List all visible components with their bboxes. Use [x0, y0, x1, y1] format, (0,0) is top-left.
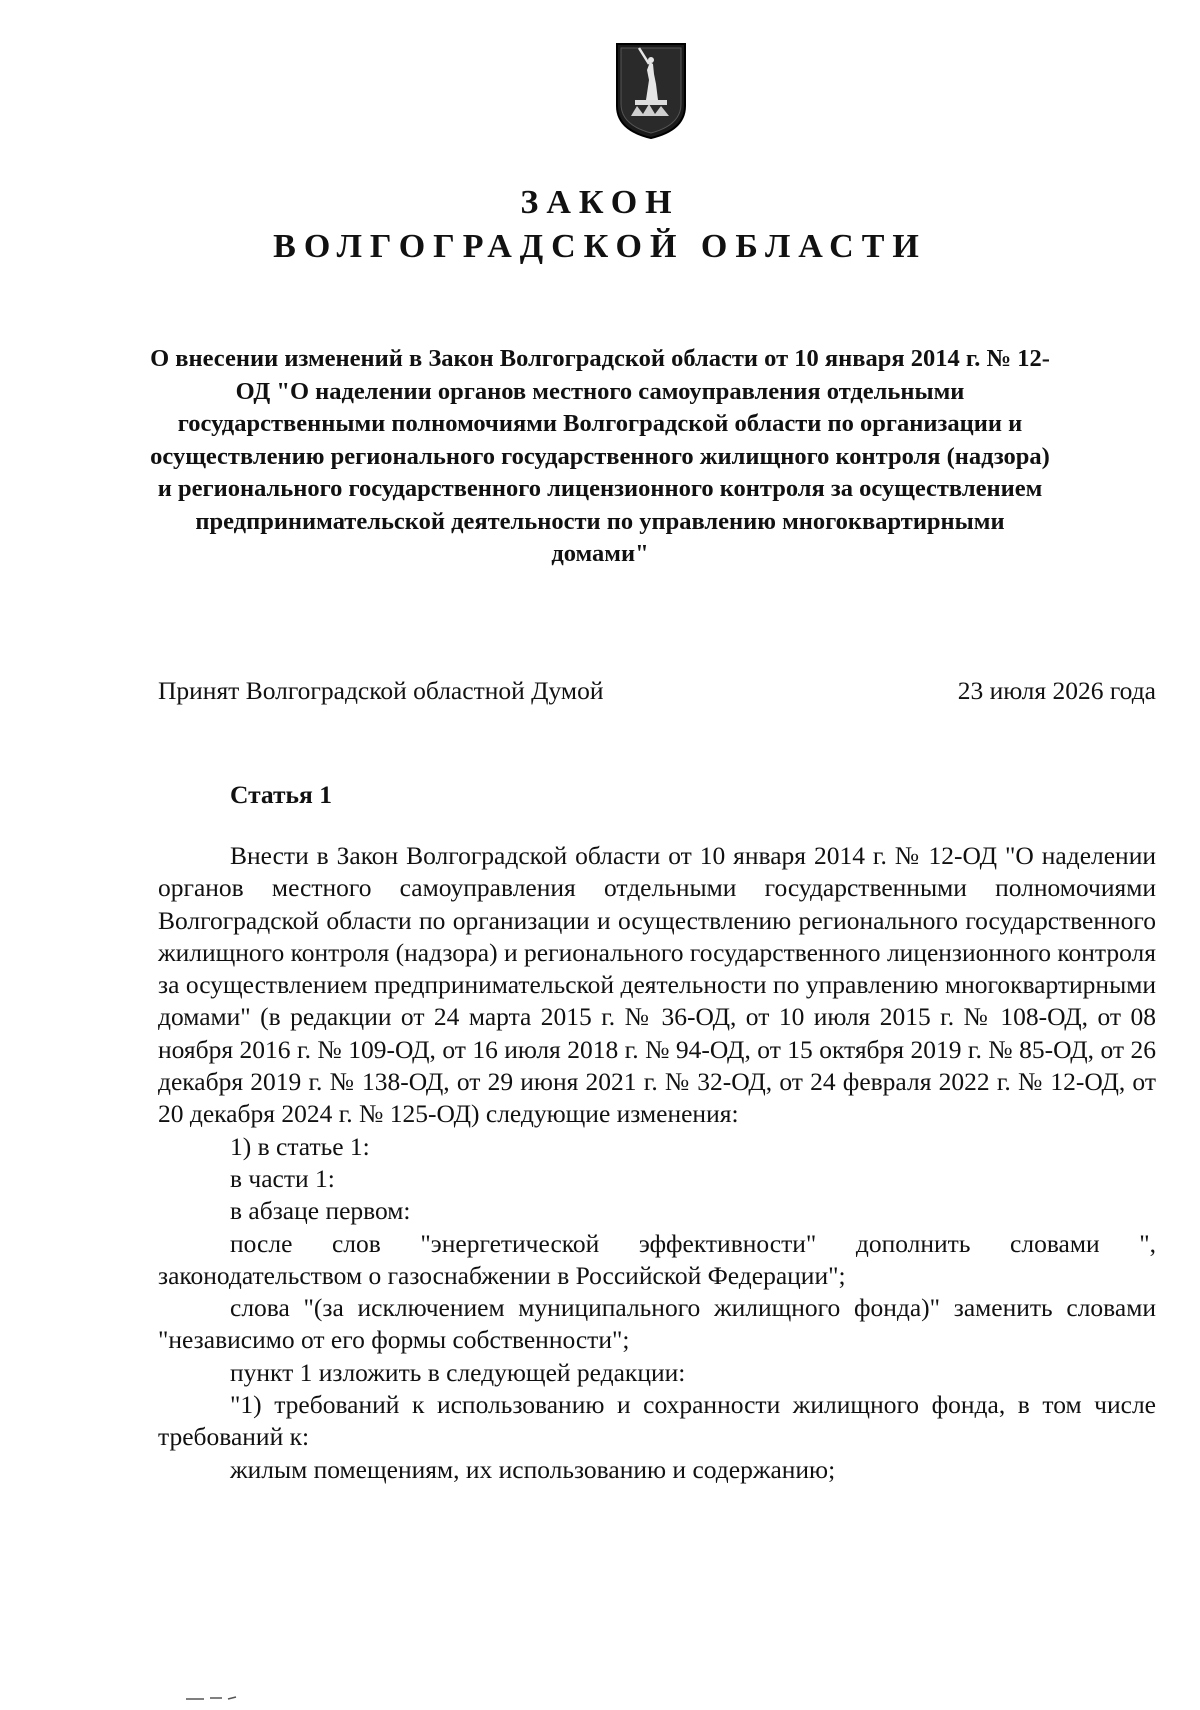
article-paragraph: пункт 1 изложить в следующей редакции: [230, 1357, 686, 1387]
adoption-authority: Принят Волгоградской областной Думой [158, 676, 604, 705]
article-paragraph: жилым помещениям, их использованию и содержанию; [230, 1454, 836, 1484]
article-paragraph: "1) требований к использованию и сохранности жилищного фонда, в том числе требований к: [158, 1390, 1156, 1452]
article-paragraph: в части 1: [230, 1163, 335, 1193]
coat-of-arms-icon [613, 40, 689, 140]
law-region-title: ВОЛГОГРАДСКОЙ ОБЛАСТИ [273, 228, 927, 265]
law-title: ЗАКОН [520, 184, 680, 221]
article-paragraph: в абзаце первом: [230, 1196, 411, 1226]
scan-artifact-marks [186, 1694, 246, 1702]
law-subject-title: О внесении изменений в Закон Волгоградской области от 10 января 2014 г. № 12-ОД "О наделении органов местного самоуправления отдельными государственными полномочиями Волгоградской области по организации и осуществлению регионального государственного жилищного контроля (надзора) и регионального государственного лицензионного контроля за осуществлением предпринимательской деятельности по управлению многоквартирными домами" [150, 345, 1050, 567]
article-paragraph: после слов "энергетической эффективности" дополнить словами ", законодательством о газоснабжении в Российской Федерации"; [158, 1228, 1156, 1290]
adoption-date: 23 июля 2026 года [957, 676, 1156, 705]
article-body [158, 840, 1156, 1486]
article-paragraph: 1) в статье 1: [230, 1131, 370, 1161]
article-paragraph: Внести в Закон Волгоградской области от 10 января 2014 г. № 12-ОД "О наделении органов местного самоуправления отдельными государственными полномочиями Волгоградской области по организации и осуществлению регионального государственного жилищного контроля (надзора) и регионального государственного лицензионного контроля за осуществлением предпринимательской деятельности по управлению многоквартирными домами" (в редакции от 24 марта 2015 г. № 36-ОД, от 10 июля 2015 г. № 108-ОД, от 08 ноября 2016 г. № 109-ОД, от 16 июля 2018 г. № 94-ОД, от 15 октября 2019 г. № 85-ОД, от 26 декабря 2019 г. № 138-ОД, от 29 июня 2021 г. № 32-ОД, от 24 февраля 2022 г. № 12-ОД, от 20 декабря 2024 г. № 125-ОД) следующие изменения: [158, 841, 1156, 1129]
article-heading: Статья 1 [230, 780, 332, 809]
article-paragraph: слова "(за исключением муниципального жилищного фонда)" заменить словами "независимо от его формы собственности"; [158, 1293, 1156, 1355]
